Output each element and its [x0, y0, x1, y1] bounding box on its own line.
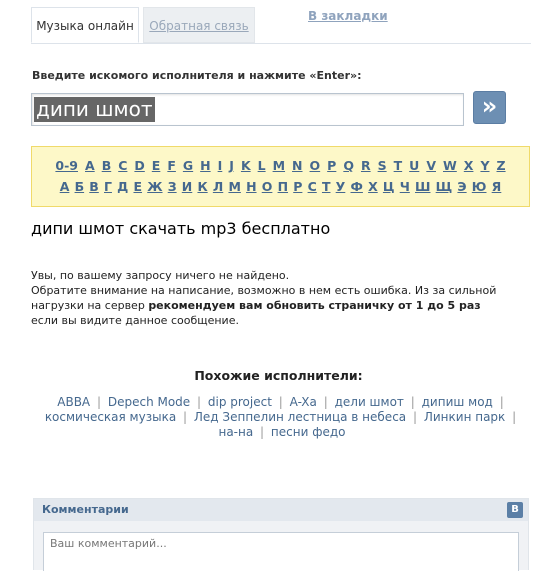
cyrillic-letter-link[interactable]: Э [457, 179, 467, 194]
cyrillic-letter-link[interactable]: Т [321, 179, 331, 194]
separator: | [499, 395, 504, 409]
cyrillic-letter-link[interactable]: М [228, 179, 241, 194]
latin-letter-link[interactable]: W [443, 158, 457, 173]
latin-letter-link[interactable]: T [393, 158, 403, 173]
latin-letter-link[interactable]: E [151, 158, 161, 173]
similar-artist-link[interactable]: A-Xa [289, 395, 317, 409]
latin-letter-link[interactable]: P [327, 158, 337, 173]
similar-artist-link[interactable]: космическая музыка [44, 410, 177, 424]
cyrillic-letter-link[interactable]: Л [212, 179, 224, 194]
separator: | [323, 395, 328, 409]
cyrillic-letter-link[interactable]: Г [104, 179, 112, 194]
cyrillic-letter-link[interactable]: А [59, 179, 70, 194]
cyrillic-letter-link[interactable]: Ф [350, 179, 363, 194]
message-text: Обратите внимание на написание, возможно в нем есть ошибка. Из за сильной нагрузки на сервер [31, 284, 497, 312]
tab-bar [31, 7, 531, 44]
cyrillic-letter-link[interactable]: У [335, 179, 346, 194]
cyrillic-letter-link[interactable]: Б [74, 179, 85, 194]
cyrillic-letter-link[interactable]: И [181, 179, 193, 194]
similar-artist-link[interactable]: дипиш мод [421, 395, 493, 409]
search-input[interactable] [31, 93, 464, 126]
separator: | [96, 395, 102, 409]
cyrillic-letter-link[interactable]: Я [491, 179, 502, 194]
not-found-message [31, 268, 511, 328]
latin-letter-link[interactable]: B [101, 158, 112, 173]
latin-letter-link[interactable]: I [217, 158, 223, 173]
similar-artist-link[interactable]: Линкин парк [423, 410, 506, 424]
message-line-1: Увы, по вашему запросу ничего не найдено. [31, 269, 290, 282]
latin-letter-link[interactable]: U [409, 158, 420, 173]
latin-letter-link[interactable]: V [426, 158, 436, 173]
latin-letter-link[interactable]: G [182, 158, 194, 173]
search-prompt: Введите искомого исполнителя и нажмите «Enter»: [32, 69, 362, 82]
bookmark-link[interactable]: В закладки [308, 9, 388, 23]
cyrillic-letter-link[interactable]: Ж [147, 179, 163, 194]
similar-artist-link[interactable]: дели шмот [334, 395, 404, 409]
page-title: дипи шмот скачать mp3 бесплатно [31, 219, 331, 238]
separator: | [278, 395, 283, 409]
latin-letter-link[interactable]: K [240, 158, 251, 173]
latin-letter-link[interactable]: C [118, 158, 128, 173]
cyrillic-letter-link[interactable]: Ю [471, 179, 487, 194]
separator: | [412, 410, 418, 424]
latin-letter-link[interactable]: X [463, 158, 474, 173]
latin-letter-link[interactable]: J [229, 158, 234, 173]
search-input-value: дипи шмот [36, 97, 153, 121]
similar-artists-title: Похожие исполнители: [194, 368, 363, 383]
similar-artist-link[interactable]: на-на [218, 425, 254, 439]
search-submit-button[interactable]: » [473, 91, 506, 124]
latin-letter-link[interactable]: N [292, 158, 303, 173]
message-emphasis: рекомендуем вам обновить страничку от 1 до 5 раз [148, 299, 481, 312]
separator: | [183, 410, 188, 424]
cyrillic-letter-link[interactable]: Ш [415, 179, 431, 194]
cyrillic-letter-link[interactable]: П [277, 179, 289, 194]
latin-letter-link[interactable]: R [360, 158, 371, 173]
latin-letter-link[interactable]: A [85, 158, 95, 173]
message-text-end: если вы видите данное сообщение. [31, 314, 239, 327]
cyrillic-letter-link[interactable]: Е [133, 179, 143, 194]
cyrillic-letter-link[interactable]: Х [368, 179, 378, 194]
tab-music-online[interactable]: Музыка онлайн [31, 7, 139, 43]
tab-feedback[interactable]: Обратная связь [143, 7, 255, 43]
latin-letter-link[interactable]: 0-9 [55, 158, 78, 173]
message-line-2 [31, 283, 511, 328]
cyrillic-letter-link[interactable]: К [197, 179, 208, 194]
latin-letter-link[interactable]: Z [496, 158, 506, 173]
latin-letter-link[interactable]: H [200, 158, 211, 173]
cyrillic-letter-link[interactable]: О [261, 179, 273, 194]
comment-input[interactable]: Ваш комментарий... [43, 532, 519, 571]
latin-letter-link[interactable]: L [257, 158, 266, 173]
similar-artist-link[interactable]: Лед Зеппелин лестница в небеса [193, 410, 407, 424]
cyrillic-letter-link[interactable]: З [167, 179, 177, 194]
cyrillic-letter-link[interactable]: Н [246, 179, 257, 194]
cyrillic-letter-link[interactable]: В [89, 179, 99, 194]
cyrillic-letter-link[interactable]: Р [293, 179, 303, 194]
latin-letter-link[interactable]: M [272, 158, 286, 173]
similar-artist-link[interactable]: dip project [207, 395, 272, 409]
comments-panel [33, 498, 529, 570]
separator: | [260, 425, 265, 439]
latin-letter-link[interactable]: Q [343, 158, 354, 173]
similar-artist-link[interactable]: Depech Mode [107, 395, 191, 409]
similar-artist-link[interactable]: песни федо [270, 425, 346, 439]
cyrillic-letter-link[interactable]: Ч [399, 179, 410, 194]
similar-artist-link[interactable]: ABBA [57, 395, 91, 409]
cyrillic-letter-link[interactable]: Щ [435, 179, 453, 194]
alphabet-row-cyrillic [32, 179, 529, 197]
latin-letter-link[interactable]: D [134, 158, 145, 173]
separator: | [410, 395, 415, 409]
separator: | [512, 410, 517, 424]
latin-letter-link[interactable]: O [309, 158, 321, 173]
alphabet-panel [31, 146, 530, 207]
alphabet-row-latin [32, 158, 529, 176]
cyrillic-letter-link[interactable]: Ц [382, 179, 395, 194]
latin-letter-link[interactable]: F [167, 158, 176, 173]
latin-letter-link[interactable]: Y [480, 158, 490, 173]
latin-letter-link[interactable]: S [377, 158, 387, 173]
cyrillic-letter-link[interactable]: Д [117, 179, 129, 194]
similar-artists-list [42, 395, 522, 440]
cyrillic-letter-link[interactable]: С [307, 179, 317, 194]
comments-title: Комментарии [42, 503, 129, 516]
separator: | [197, 395, 202, 409]
comments-header [34, 499, 528, 521]
vk-icon[interactable]: В [507, 502, 523, 518]
